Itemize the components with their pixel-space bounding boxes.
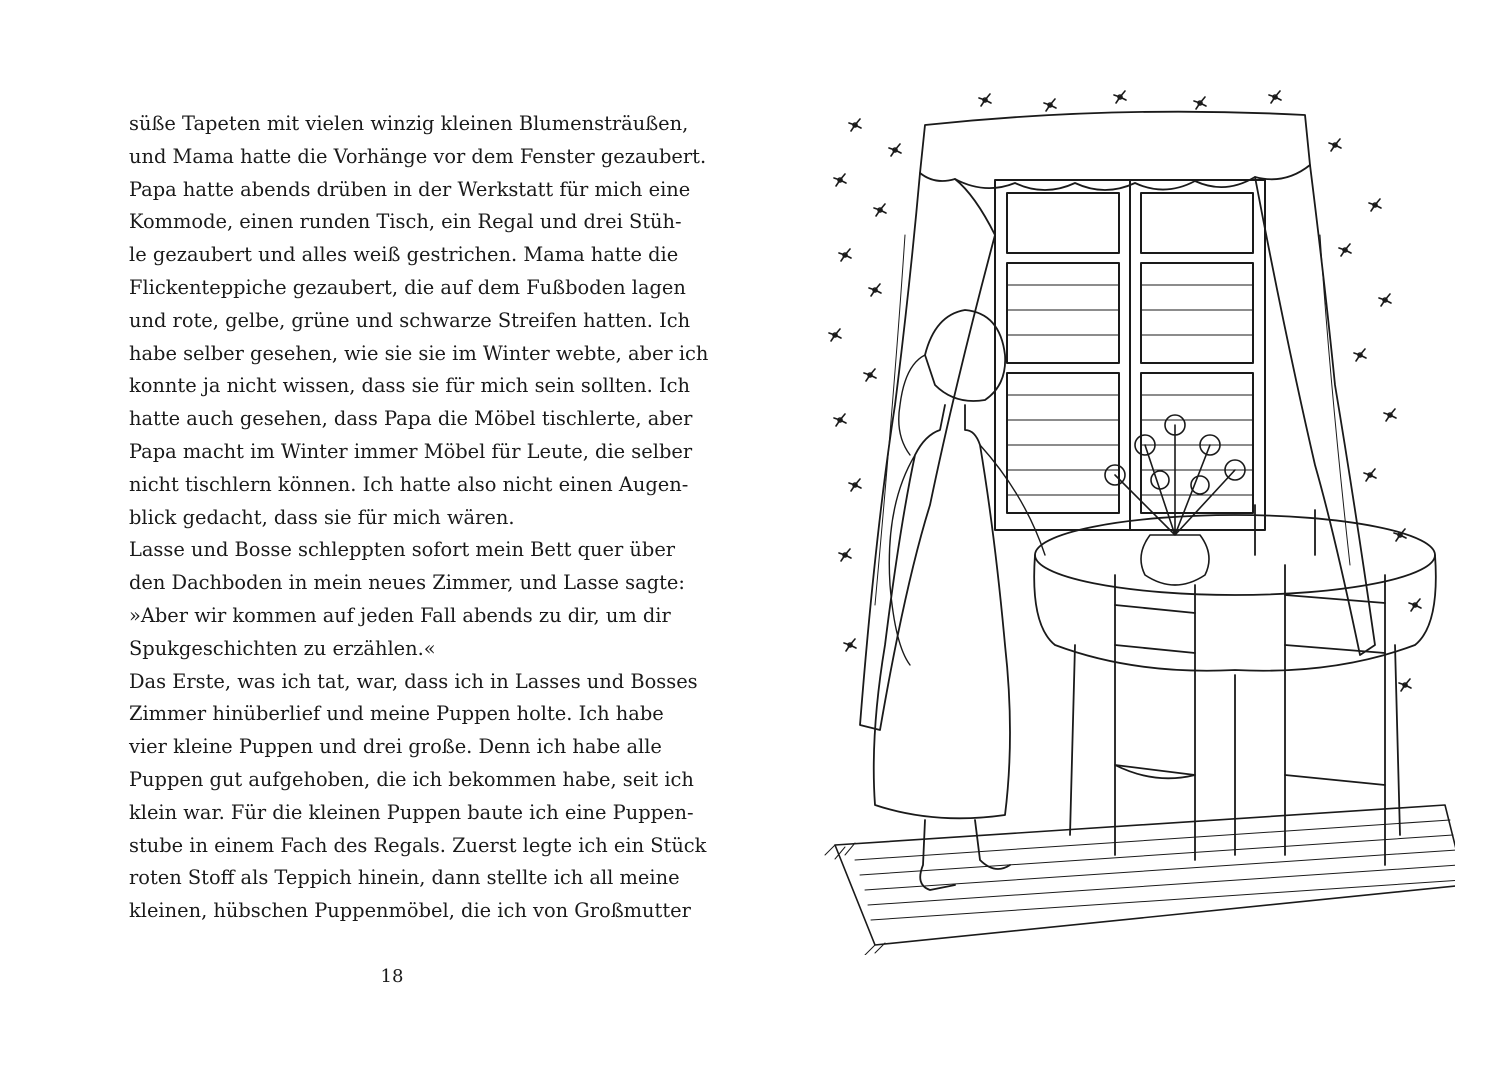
text-line: Das Erste, was ich tat, war, dass ich in Lasses und Bosses [129, 669, 698, 693]
text-line: »Aber wir kommen auf jeden Fall abends zu dir, um dir [129, 603, 671, 627]
text-line: und Mama hatte die Vorhänge vor dem Fenster gezaubert. [129, 144, 707, 168]
page-number: 18 [380, 966, 404, 987]
text-line: Zimmer hinüberlief und meine Puppen holte. Ich habe [129, 702, 664, 726]
text-line: den Dachboden in mein neues Zimmer, und Lasse sagte: [129, 571, 685, 595]
text-line: Flickenteppiche gezaubert, die auf dem Fußboden lagen [129, 275, 686, 299]
rug [825, 805, 1455, 955]
text-page [129, 108, 709, 928]
text-line: Lasse und Bosse schleppten sofort mein Bett quer über [129, 538, 676, 562]
text-line: hatte auch gesehen, dass Papa die Möbel tischlerte, aber [129, 407, 693, 431]
text-line: vier kleine Puppen und drei große. Denn ich habe alle [129, 735, 662, 759]
text-line: le gezaubert und alles weiß gestrichen. Mama hatte die [129, 243, 679, 267]
illustration [815, 85, 1455, 955]
vase-with-flowers [1105, 415, 1245, 585]
text-line: Kommode, einen runden Tisch, ein Regal und drei Stüh- [129, 210, 682, 234]
text-line: Spukgeschichten zu erzählen.« [129, 636, 436, 660]
curtains [860, 112, 1375, 730]
text-line: klein war. Für die kleinen Puppen baute ich eine Puppen- [129, 800, 694, 824]
text-line: roten Stoff als Teppich hinein, dann stellte ich all meine [129, 866, 680, 890]
text-line: nicht tischlern können. Ich hatte also nicht einen Augen- [129, 472, 689, 496]
text-line: Puppen gut aufgehoben, die ich bekommen habe, seit ich [129, 767, 694, 791]
text-line: Papa macht im Winter immer Möbel für Leute, die selber [129, 439, 693, 463]
text-line: stube in einem Fach des Regals. Zuerst legte ich ein Stück [129, 833, 707, 857]
text-line: kleinen, hübschen Puppenmöbel, die ich von Großmutter [129, 899, 691, 923]
text-line: blick gedacht, dass sie für mich wären. [129, 505, 515, 529]
text-line: Papa hatte abends drüben in der Werkstatt für mich eine [129, 177, 691, 201]
window [995, 180, 1265, 530]
text-line: süße Tapeten mit vielen winzig kleinen Blumensträußen, [129, 112, 689, 135]
text-line: habe selber gesehen, wie sie sie im Winter webte, aber ich [129, 341, 709, 365]
text-line: und rote, gelbe, grüne und schwarze Streifen hatten. Ich [129, 308, 691, 332]
text-line: konnte ja nicht wissen, dass sie für mich sein sollten. Ich [129, 374, 690, 398]
table [1034, 515, 1436, 855]
girl [874, 310, 1045, 890]
